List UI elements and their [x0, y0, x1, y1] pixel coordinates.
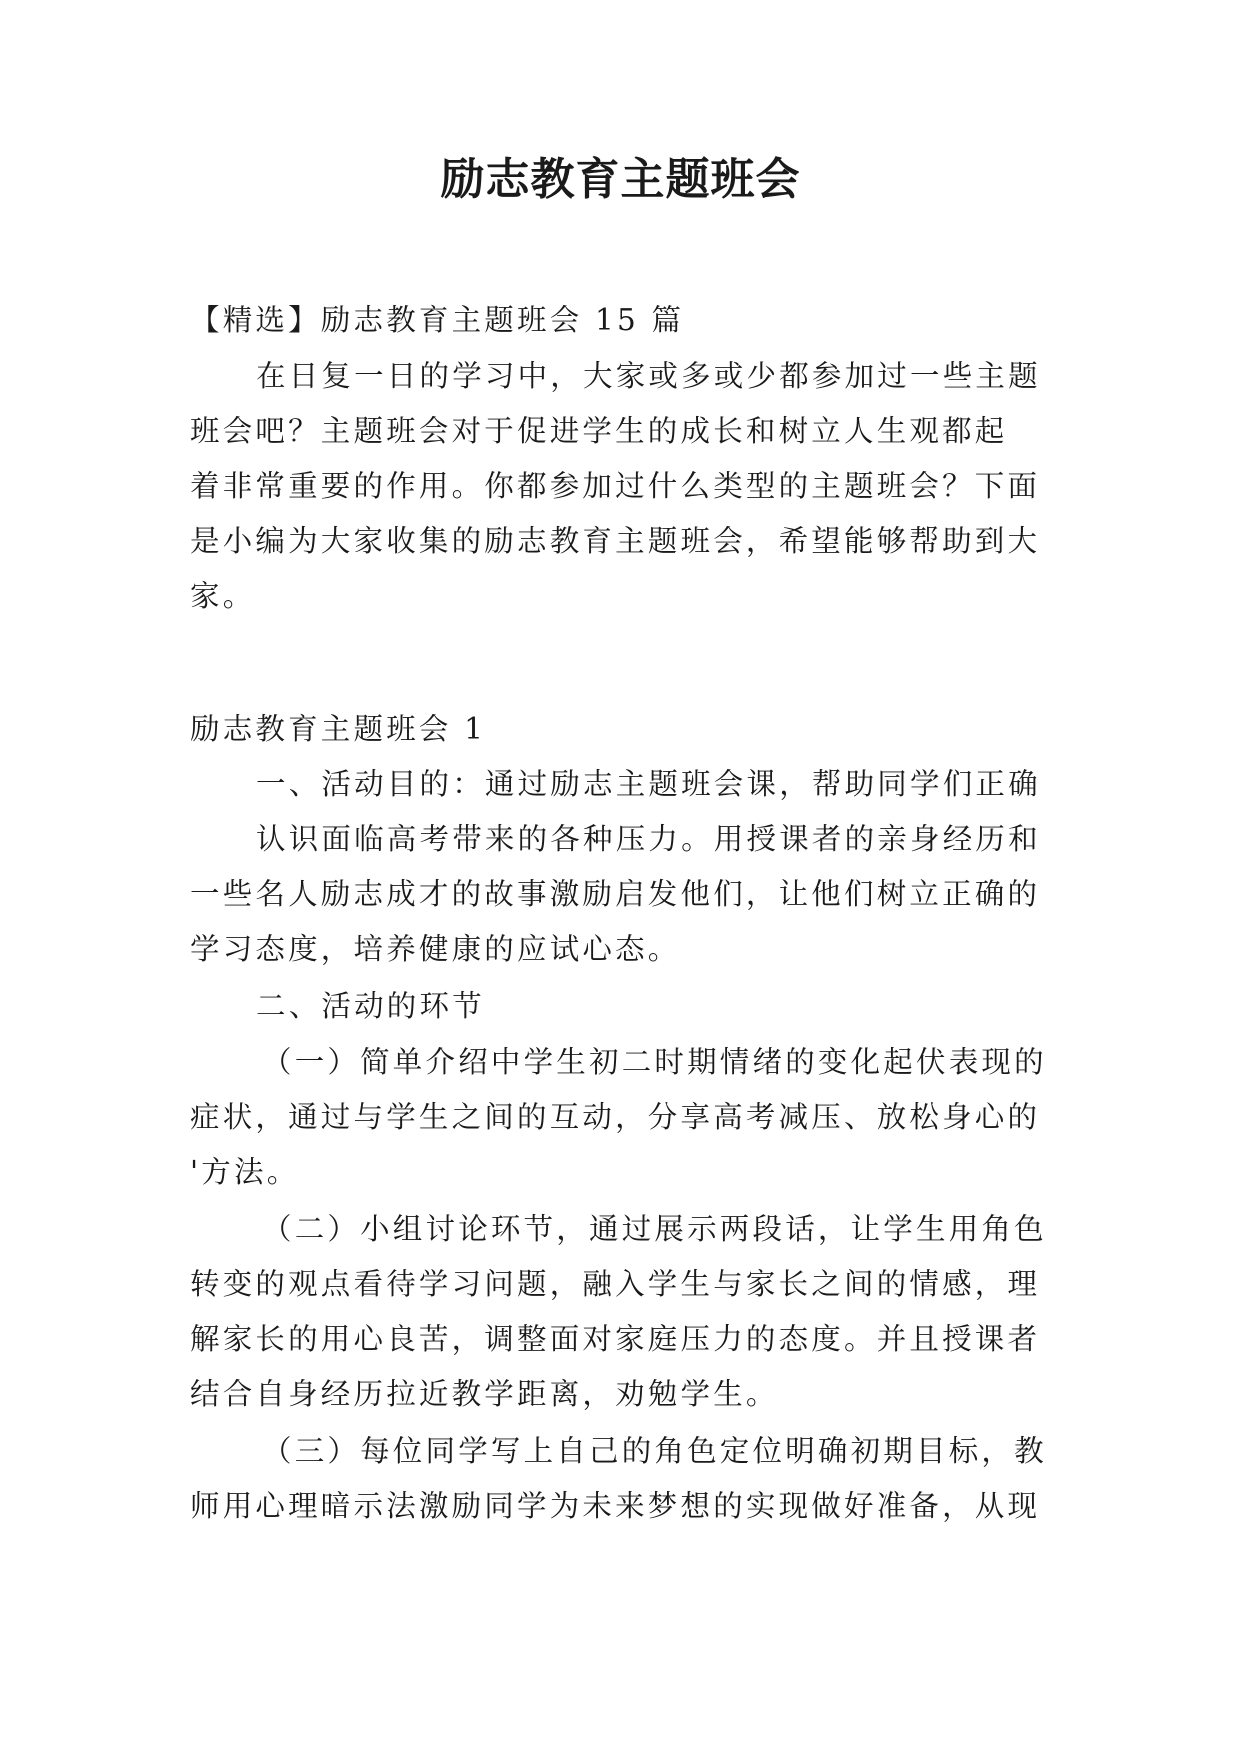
body-line: 症状，通过与学生之间的互动，分享高考减压、放松身心的	[190, 1100, 1041, 1134]
body-line: （三）每位同学写上自己的角色定位明确初期目标，教	[262, 1434, 1047, 1468]
body-line: '方法。	[190, 1155, 300, 1189]
document-subtitle: 【精选】励志教育主题班会 15 篇	[190, 303, 685, 337]
body-line: 解家长的用心良苦，调整面对家庭压力的态度。并且授课者	[190, 1322, 1041, 1356]
body-line: 认识面临高考带来的各种压力。用授课者的亲身经历和	[256, 822, 1041, 856]
intro-line: 在日复一日的学习中，大家或多或少都参加过一些主题	[256, 359, 1041, 393]
body-line: 转变的观点看待学习问题，融入学生与家长之间的情感，理	[190, 1267, 1041, 1301]
document-title: 励志教育主题班会	[440, 154, 801, 205]
intro-line: 着非常重要的作用。你都参加过什么类型的主题班会？下面	[190, 469, 1041, 503]
body-line: 一些名人励志成才的故事激励启发他们，让他们树立正确的	[190, 877, 1041, 911]
intro-line: 是小编为大家收集的励志教育主题班会，希望能够帮助到大	[190, 524, 1041, 558]
body-line: 二、活动的环节	[256, 989, 485, 1023]
intro-line: 班会吧？主题班会对于促进学生的成长和树立人生观都起	[190, 414, 1008, 448]
body-line: 学习态度，培养健康的应试心态。	[190, 932, 681, 966]
body-line: 师用心理暗示法激励同学为未来梦想的实现做好准备，从现	[190, 1489, 1041, 1523]
body-line: （二）小组讨论环节，通过展示两段话，让学生用角色	[262, 1212, 1047, 1246]
body-line: 一、活动目的：通过励志主题班会课，帮助同学们正确	[256, 767, 1041, 801]
body-line: （一）简单介绍中学生初二时期情绪的变化起伏表现的	[262, 1045, 1047, 1079]
section-heading: 励志教育主题班会 1	[190, 712, 487, 746]
intro-line: 家。	[190, 579, 256, 613]
body-line: 结合自身经历拉近教学距离，劝勉学生。	[190, 1377, 779, 1411]
